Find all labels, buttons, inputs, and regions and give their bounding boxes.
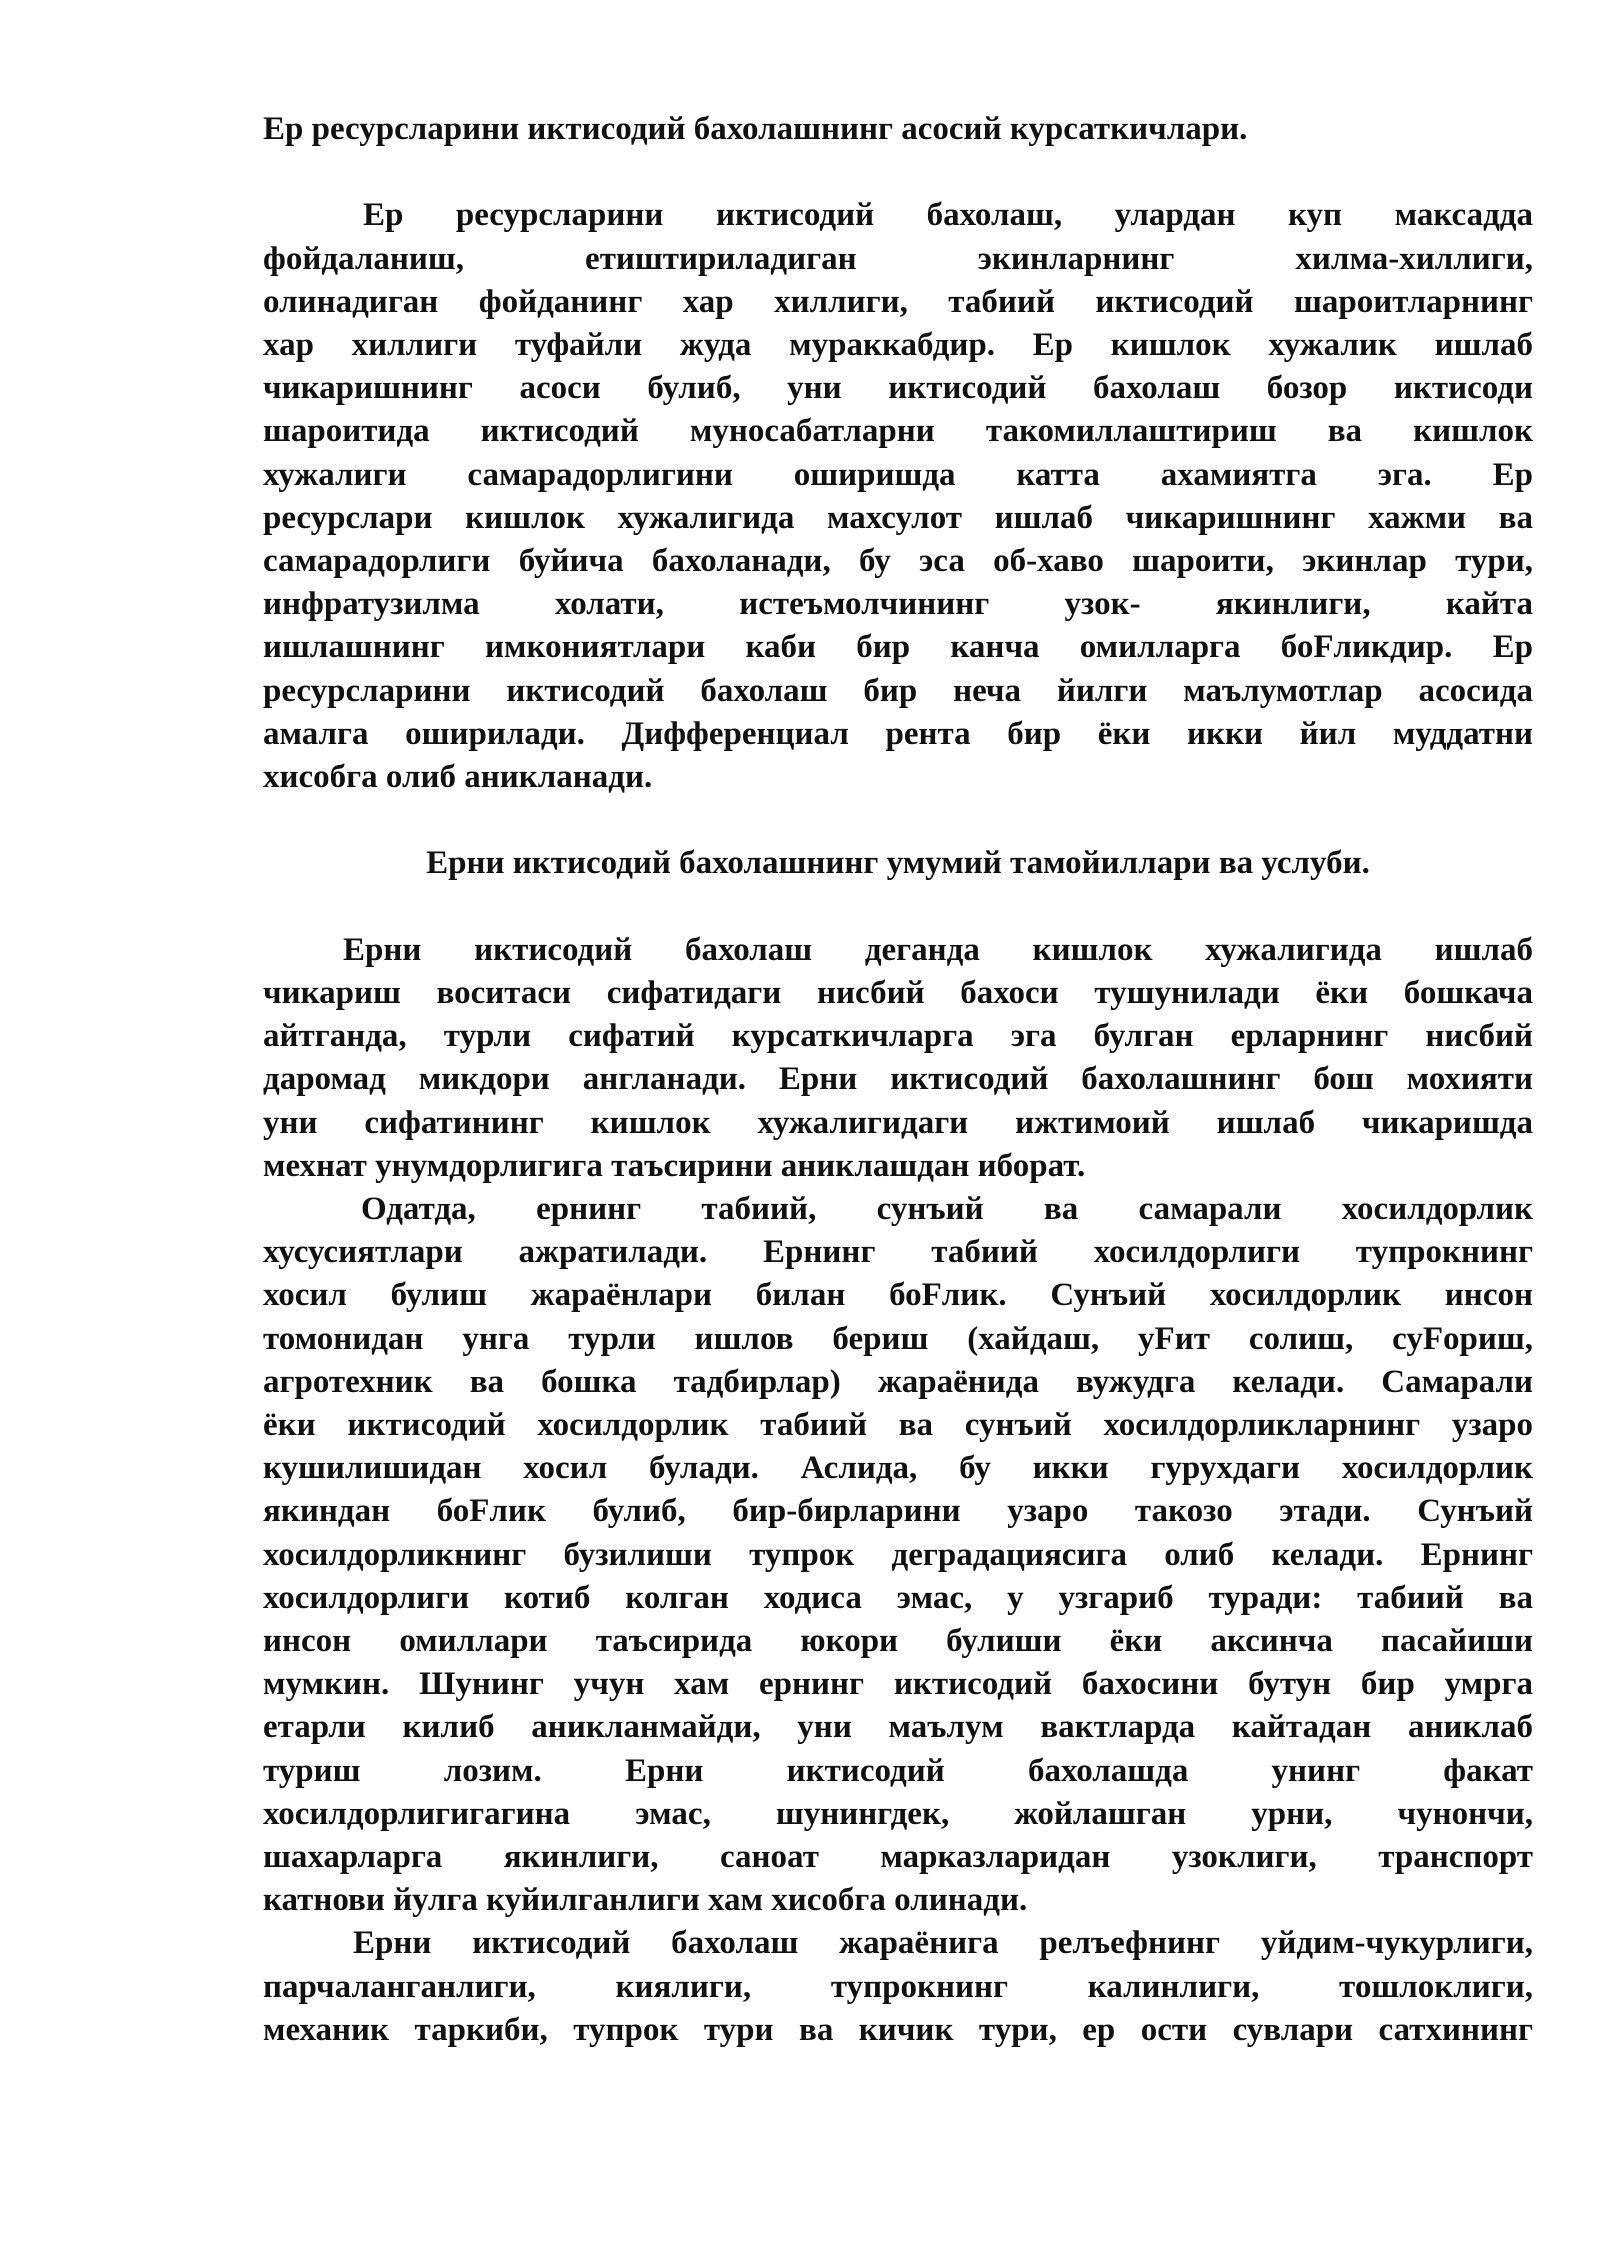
text-line: уни сифатининг кишлок хужалигидаги ижтимоий ишлаб чикаришда [263, 1104, 1533, 1141]
text-line: парчаланганлиги, киялиги, тупрокнинг калинлиги, тошлоклиги, [263, 1968, 1533, 2005]
text-line: олинадиган фойданинг хар хиллиги, табиий иктисодий шароитларнинг [263, 283, 1533, 320]
text-line: якиндан боFлик булиб, бир-бирларини узаро такозо этади. Сунъий [263, 1493, 1533, 1530]
text-line: айтганда, турли сифатий курсаткичларга эга булган ерларнинг нисбий [263, 1018, 1533, 1055]
text-line: Ерни иктисодий бахолаш жараёнига релъефнинг уйдим-чукурлиги, [353, 1925, 1533, 1962]
text-line: фойдаланиш, етиштириладиган экинларнинг хилма-хиллиги, [263, 240, 1533, 277]
text-line: самарадорлиги буйича бахоланади, бу эса об-хаво шароити, экинлар тури, [263, 543, 1533, 580]
text-line: Ер ресурсларини иктисодий бахолаш, улардан куп максадда [363, 197, 1533, 234]
text-line: даромад микдори англанади. Ерни иктисодий бахолашнинг бош мохияти [263, 1061, 1533, 1098]
text-line: ресурслари кишлок хужалигида махсулот ишлаб чикаришнинг хажми ва [263, 499, 1533, 536]
paragraph-relief [263, 1922, 1533, 2052]
text-line: Ерни иктисодий бахолаш деганда кишлок хужалигида ишлаб [343, 931, 1533, 968]
text-line: шахарларга якинлиги, саноат марказларидан узоклиги, транспорт [263, 1839, 1533, 1876]
text-line: хар хиллиги туфайли жуда мураккабдир. Ер кишлок хужалик ишлаб [263, 327, 1533, 363]
paragraph-definition [263, 929, 1533, 1188]
text-line: чикаришнинг асоси булиб, уни иктисодий бахолаш бозор иктисоди [263, 370, 1533, 407]
text-line: хосилдорликнинг бузилиши тупрок деградациясига олиб келади. Ернинг [263, 1536, 1533, 1573]
text-line: инсон омиллари таъсирида юкори булиши ёки аксинча пасайиши [263, 1623, 1533, 1660]
text-line: хусусиятлари ажратилади. Ернинг табиий хосилдорлиги тупрокнинг [263, 1234, 1533, 1271]
section-heading-economic-indicators: Ер ресурсларини иктисодий бахолашнинг асосий курсаткичлари. [263, 111, 1248, 147]
text-line: хужалиги самарадорлигини оширишда катта ахамиятга эга. Ер [263, 456, 1533, 493]
text-line: туриш лозим. Ерни иктисодий бахолашда унинг факат [263, 1752, 1533, 1789]
text-line: хосилдорлигигагина эмас, шунингдек, жойлашган урни, чунончи, [263, 1795, 1533, 1832]
text-line: етарли килиб аникланмайди, уни маълум вактларда кайтадан аниклаб [263, 1709, 1533, 1746]
blank-line [263, 799, 1533, 842]
text-line: томонидан унга турли ишлов бериш (хайдаш, уFит солиш, суFориш, [263, 1320, 1533, 1357]
blank-line [263, 151, 1533, 194]
section-heading-principles: Ерни иктисодий бахолашнинг умумий тамойиллари ва услуби. [426, 845, 1370, 882]
document-body [263, 108, 1533, 2052]
text-line: механик таркиби, тупрок тури ва кичик тури, ер ости сувлари сатхининг [263, 2011, 1533, 2048]
text-line: ёки иктисодий хосилдорлик табиий ва сунъий хосилдорликларнинг узаро [263, 1407, 1533, 1444]
text-line: инфратузилма холати, истеъмолчининг узок- якинлиги, кайта [263, 586, 1533, 623]
text-line: хосил булиш жараёнлари билан боFлик. Сунъий хосилдорлик инсон [263, 1277, 1533, 1314]
text-line: кушилишидан хосил булади. Аслида, бу икки гурухдаги хосилдорлик [263, 1450, 1533, 1487]
text-line: катнови йулга куйилганлиги хам хисобга олинади. [263, 1882, 1028, 1919]
text-line: агротехник ва бошка тадбирлар) жараёнида вужудга келади. Самарали [263, 1363, 1533, 1400]
text-line: хосилдорлиги котиб колган ходиса эмас, у узгариб туради: табиий ва [263, 1579, 1533, 1616]
text-line: амалга оширилади. Дифференциал рента бир ёки икки йил муддатни [263, 715, 1533, 752]
paragraph-intro [263, 194, 1533, 799]
blank-line [263, 886, 1533, 929]
text-line: хисобга олиб аникланади. [263, 759, 653, 796]
text-line: ишлашнинг имкониятлари каби бир канча омилларга боFликдир. Ер [263, 629, 1533, 666]
text-line: чикариш воситаси сифатидаги нисбий бахоси тушунилади ёки бошкача [263, 975, 1533, 1012]
text-line: Одатда, ернинг табиий, сунъий ва самарали хосилдорлик [361, 1191, 1533, 1228]
text-line: шароитида иктисодий муносабатларни такомиллаштириш ва кишлок [263, 413, 1533, 450]
paragraph-fertility [263, 1188, 1533, 1922]
text-line: мумкин. Шунинг учун хам ернинг иктисодий бахосини бутун бир умрга [263, 1666, 1533, 1703]
text-line: ресурсларини иктисодий бахолаш бир неча йилги маълумотлар асосида [263, 672, 1533, 709]
text-line: мехнат унумдорлигига таъсирини аниклашдан иборат. [263, 1147, 1086, 1184]
